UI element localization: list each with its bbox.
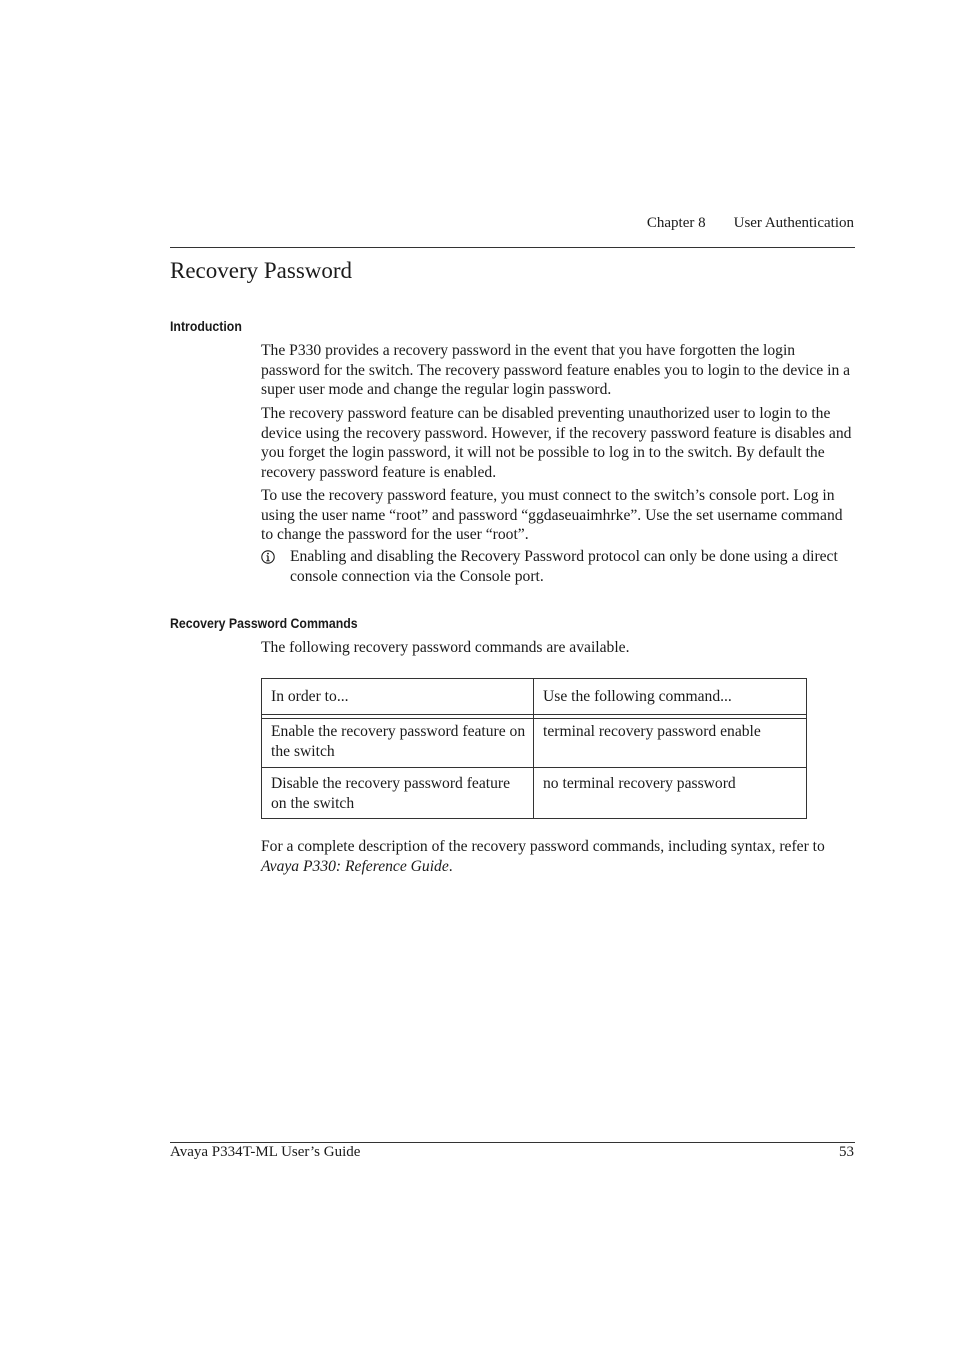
introduction-heading: Introduction	[170, 318, 242, 334]
commands-intro: The following recovery password commands are available.	[261, 639, 630, 656]
note-text: Enabling and disabling the Recovery Password protocol can only be done using a direct console connection via the Console port.	[290, 548, 838, 585]
footer-rule	[170, 1142, 855, 1143]
table-header-rule-2	[262, 718, 806, 719]
info-icon	[261, 550, 275, 564]
chapter-title: User Authentication	[733, 215, 854, 231]
chapter-number: Chapter 8	[646, 215, 706, 231]
reference-guide-title: Avaya P330: Reference Guide	[261, 857, 449, 875]
closing-period: .	[448, 857, 453, 875]
footer-title: Avaya P334T-ML User’s Guide	[170, 1144, 361, 1160]
page-number: 53	[839, 1144, 854, 1160]
closing-text: For a complete description of the recovery password commands, including syntax, refer to	[261, 838, 825, 855]
commands-closing-paragraph	[261, 837, 853, 876]
intro-paragraph-2: The recovery password feature can be disabled preventing unauthorized user to login to the device using the recovery password. However, if the recovery password feature is disables and you forget the login password, it will not be possible to log in to the switch. By default the recovery password feature is enabled.	[261, 405, 852, 481]
commands-heading: Recovery Password Commands	[170, 615, 358, 631]
table-row-divider	[262, 767, 806, 768]
page-title: Recovery Password	[170, 258, 353, 283]
table-cell-command: terminal recovery password enable	[543, 723, 761, 740]
intro-paragraph-3: To use the recovery password feature, you must connect to the switch’s console port. Log in using the user name “root” and password “ggdaseuaimhrke”. Use the set username command to change the password for the user “root”.	[261, 487, 843, 543]
intro-paragraph-1: The P330 provides a recovery password in the event that you have forgotten the login password for the switch. The recovery password feature enables you to login to the device in a super user mode and change the regular login password.	[261, 342, 851, 398]
commands-table	[261, 678, 807, 819]
table-header-cell: Use the following command...	[543, 688, 732, 705]
table-cell: Enable the recovery password feature on the switch	[271, 723, 526, 760]
table-cell-command: no terminal recovery password	[543, 775, 736, 792]
table-header-cell: In order to...	[271, 688, 349, 705]
table-header-rule-1	[262, 714, 806, 715]
table-column-divider	[533, 679, 534, 818]
header-rule	[170, 247, 855, 248]
table-cell: Disable the recovery password feature on the switch	[271, 775, 511, 812]
running-header	[647, 215, 854, 232]
